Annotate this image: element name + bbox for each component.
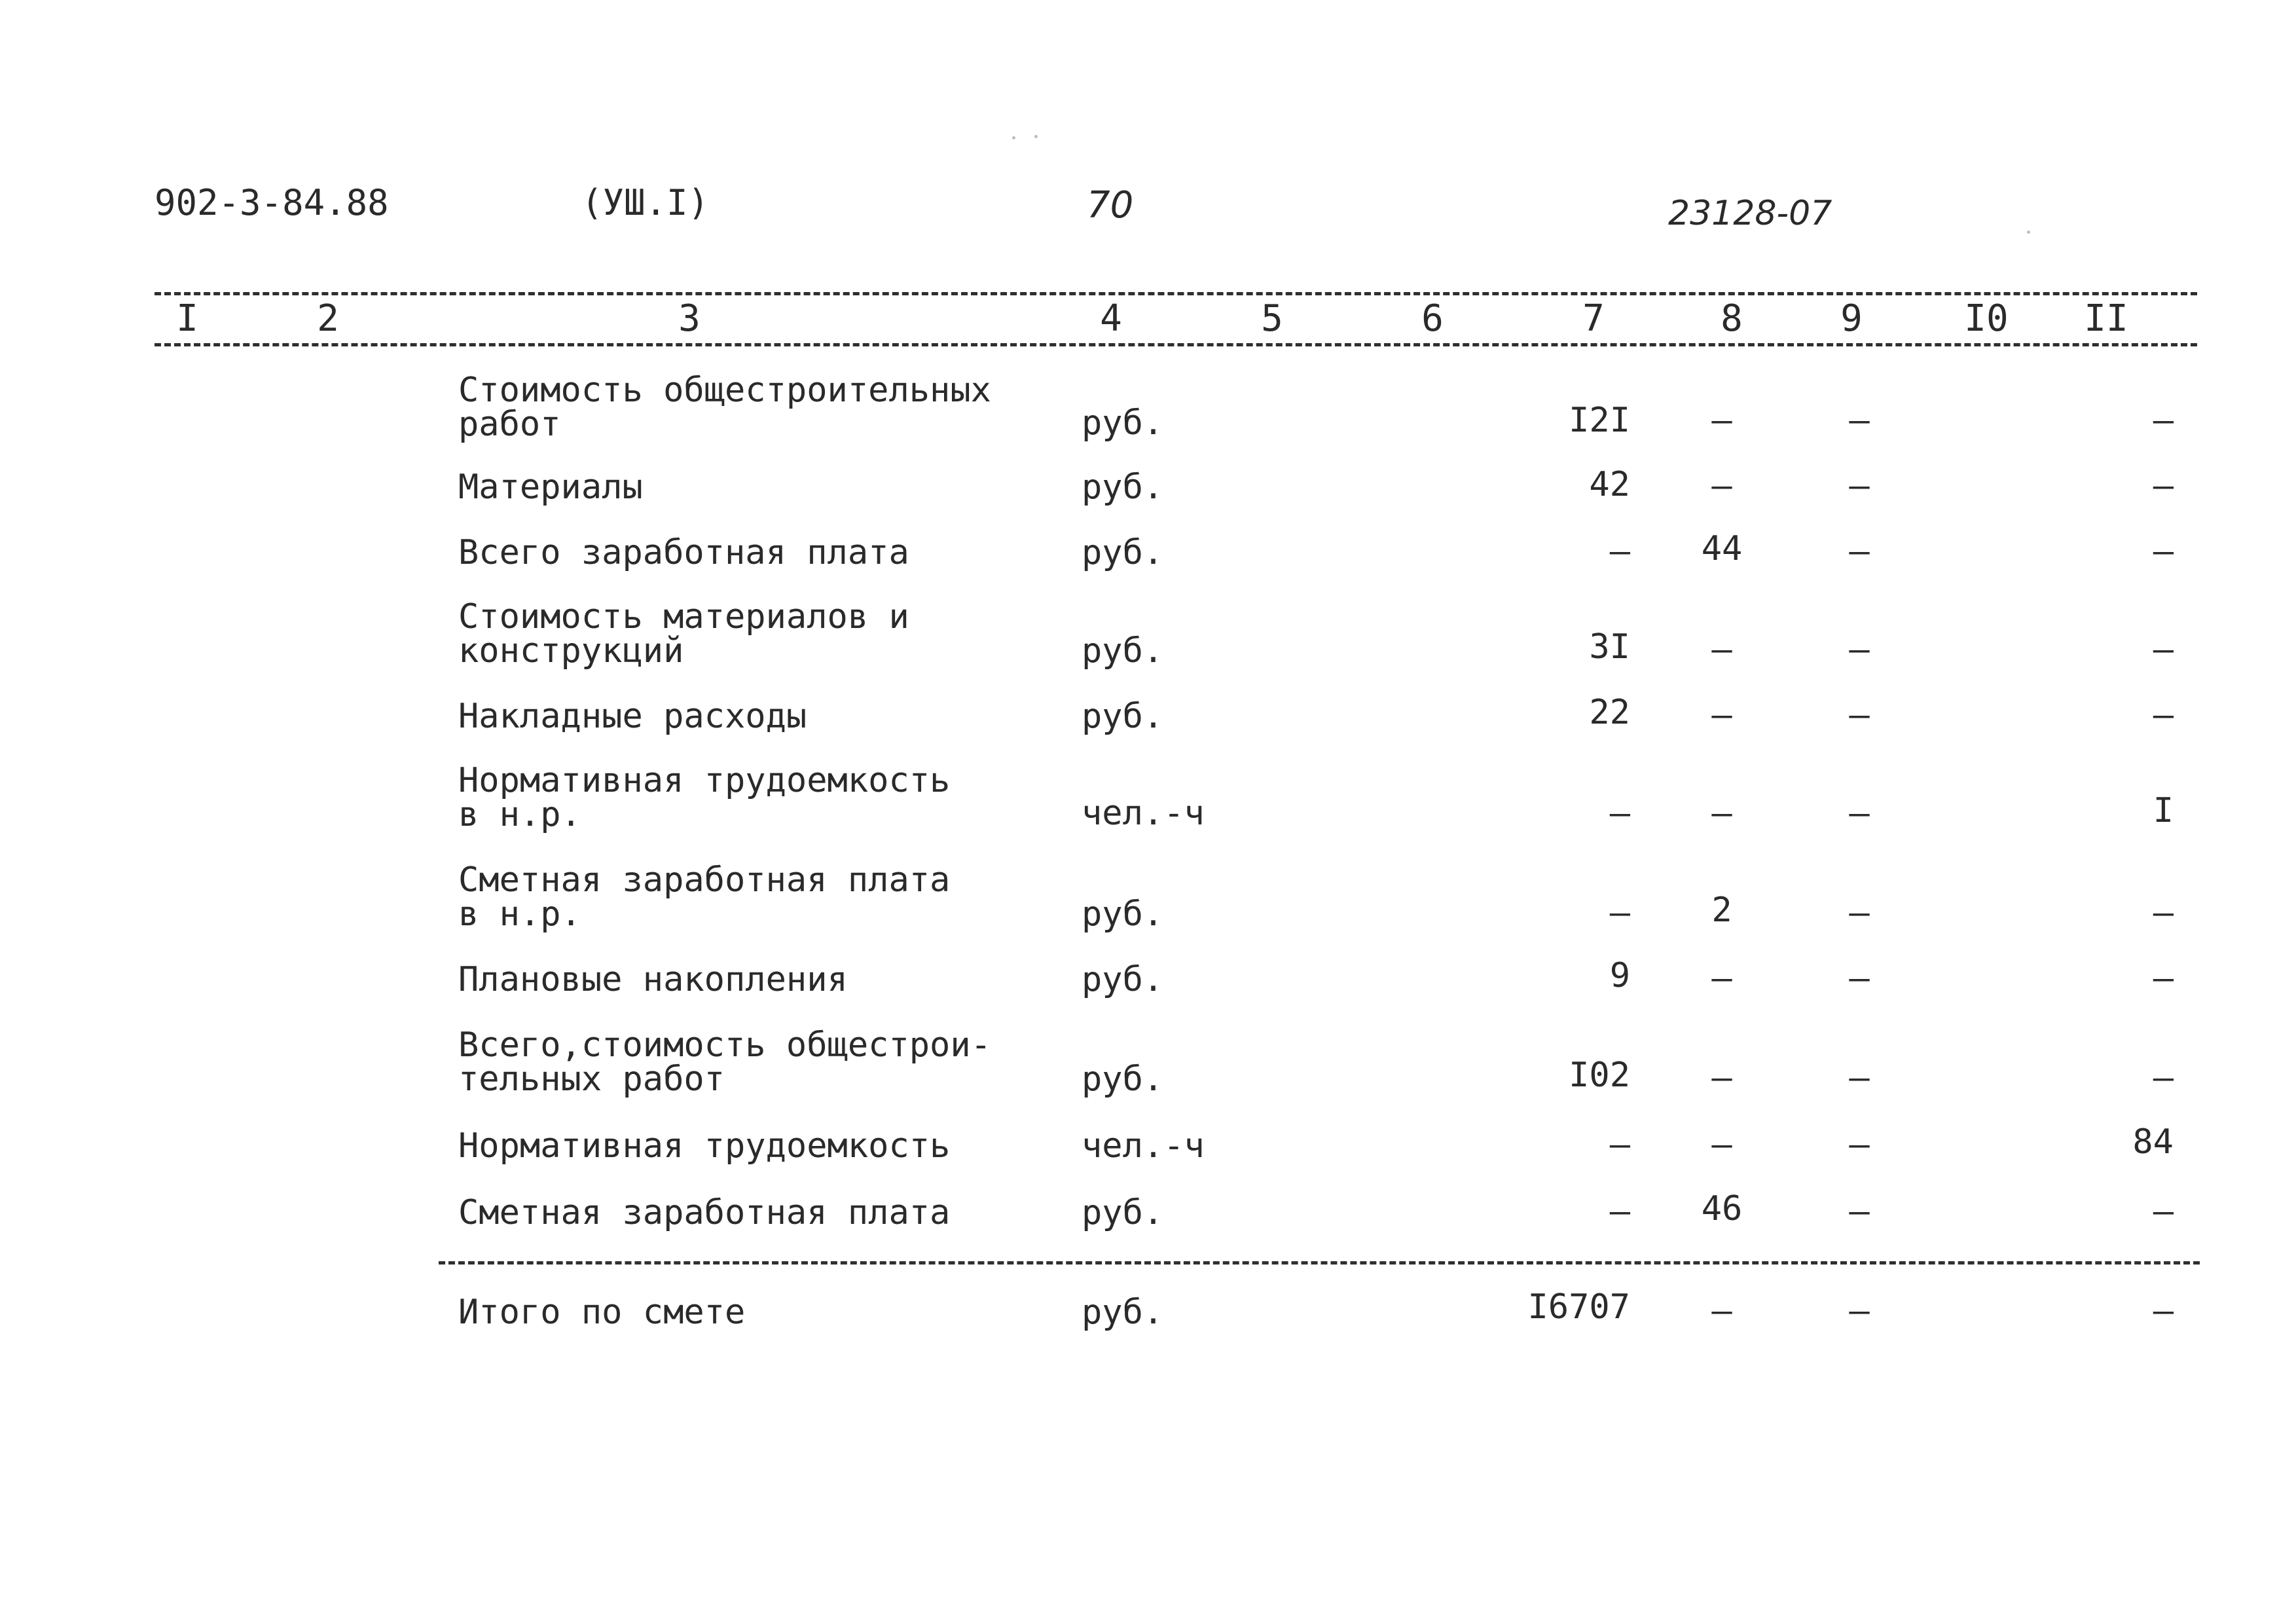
row-value-col7: –	[1609, 1125, 1630, 1164]
row-name: Накладные расходы	[458, 697, 807, 736]
document-code: 902-3-84.88	[155, 182, 389, 223]
row-value-col8: –	[1711, 466, 1732, 506]
row-value-col9: –	[1849, 630, 1870, 669]
column-number-1: I	[176, 297, 198, 340]
row-name: Стоимость материалов и конструкций	[458, 597, 909, 671]
total-name: Итого по смете	[458, 1293, 746, 1332]
row-unit: руб.	[1082, 403, 1164, 443]
column-number-5: 5	[1261, 297, 1283, 340]
row-value-col7: I02	[1569, 1056, 1630, 1095]
row-value-col7: 3I	[1589, 627, 1630, 667]
row-value-col8: –	[1711, 630, 1732, 669]
archive-number: 23128-07	[1668, 194, 1832, 233]
row-value-col9: –	[1849, 893, 1870, 932]
row-value-col11: –	[2153, 466, 2174, 506]
row-value-col8: –	[1711, 1058, 1732, 1098]
row-unit: руб.	[1082, 631, 1164, 671]
total-value-col8: –	[1711, 1291, 1732, 1331]
row-name: Материалы	[458, 468, 643, 507]
row-name: Нормативная трудоемкость	[458, 1126, 951, 1166]
row-value-col8: –	[1711, 1125, 1732, 1164]
row-name: Сметная заработная плата в н.р.	[458, 860, 951, 934]
row-value-col8: 46	[1701, 1189, 1743, 1228]
row-value-col11: –	[2153, 959, 2174, 998]
row-value-col9: –	[1849, 959, 1870, 998]
row-name: Всего,стоимость общестрои- тельных работ	[458, 1025, 991, 1099]
row-value-col8: –	[1711, 959, 1732, 998]
row-value-col7: –	[1609, 1192, 1630, 1231]
column-number-11: II	[2084, 297, 2128, 340]
row-value-col7: 22	[1589, 693, 1630, 732]
column-number-6: 6	[1421, 297, 1444, 340]
row-unit: руб.	[1082, 895, 1164, 934]
row-name: Плановые накопления	[458, 960, 848, 999]
page-number: 70	[1087, 184, 1134, 227]
total-unit: руб.	[1082, 1293, 1164, 1332]
header-bottom-rule	[155, 343, 2197, 346]
row-value-col8: 44	[1701, 529, 1743, 568]
column-number-8: 8	[1721, 297, 1743, 340]
row-value-col9: –	[1849, 695, 1870, 735]
row-value-col11: –	[2153, 401, 2174, 440]
row-value-col7: –	[1609, 532, 1630, 571]
row-name: Всего заработная плата	[458, 533, 909, 572]
scan-speck	[1012, 136, 1015, 139]
row-unit: руб.	[1082, 1060, 1164, 1099]
row-unit: руб.	[1082, 533, 1164, 572]
row-value-col9: –	[1849, 794, 1870, 833]
total-value-col11: –	[2153, 1291, 2174, 1331]
row-value-col11: –	[2153, 1058, 2174, 1098]
column-number-9: 9	[1840, 297, 1863, 340]
row-value-col7: I2I	[1569, 401, 1630, 440]
scan-speck	[1034, 135, 1038, 138]
row-unit: чел.-ч	[1082, 1126, 1205, 1166]
row-value-col9: –	[1849, 466, 1870, 506]
column-number-2: 2	[317, 297, 339, 340]
row-value-col9: –	[1849, 401, 1870, 440]
row-name: Сметная заработная плата	[458, 1193, 951, 1232]
row-value-col7: –	[1609, 893, 1630, 932]
row-value-col7: 42	[1589, 465, 1630, 504]
row-value-col8: 2	[1711, 891, 1732, 930]
total-value-col7: I6707	[1527, 1287, 1630, 1327]
row-value-col7: 9	[1609, 956, 1630, 995]
row-value-col11: –	[2153, 532, 2174, 571]
row-value-col11: I	[2153, 791, 2174, 830]
total-rule	[439, 1261, 2200, 1264]
column-number-3: 3	[678, 297, 701, 340]
row-value-col9: –	[1849, 1125, 1870, 1164]
row-name: Стоимость общестроительных работ	[458, 371, 991, 444]
row-unit: чел.-ч	[1082, 794, 1205, 833]
row-name: Нормативная трудоемкость в н.р.	[458, 761, 951, 834]
row-unit: руб.	[1082, 1193, 1164, 1232]
row-value-col9: –	[1849, 532, 1870, 571]
column-number-4: 4	[1100, 297, 1122, 340]
row-unit: руб.	[1082, 960, 1164, 999]
row-value-col8: –	[1711, 401, 1732, 440]
row-value-col11: 84	[2132, 1122, 2174, 1162]
row-value-col11: –	[2153, 1192, 2174, 1231]
row-value-col8: –	[1711, 695, 1732, 735]
row-value-col7: –	[1609, 794, 1630, 833]
section-label: (УШ.I)	[581, 182, 710, 223]
row-unit: руб.	[1082, 697, 1164, 736]
row-value-col8: –	[1711, 794, 1732, 833]
column-number-10: I0	[1964, 297, 2009, 340]
total-value-col9: –	[1849, 1291, 1870, 1331]
row-value-col9: –	[1849, 1192, 1870, 1231]
column-number-7: 7	[1582, 297, 1605, 340]
row-unit: руб.	[1082, 468, 1164, 507]
header-top-rule	[155, 292, 2197, 295]
row-value-col11: –	[2153, 630, 2174, 669]
scan-speck	[2027, 231, 2030, 234]
row-value-col11: –	[2153, 893, 2174, 932]
row-value-col11: –	[2153, 695, 2174, 735]
row-value-col9: –	[1849, 1058, 1870, 1098]
